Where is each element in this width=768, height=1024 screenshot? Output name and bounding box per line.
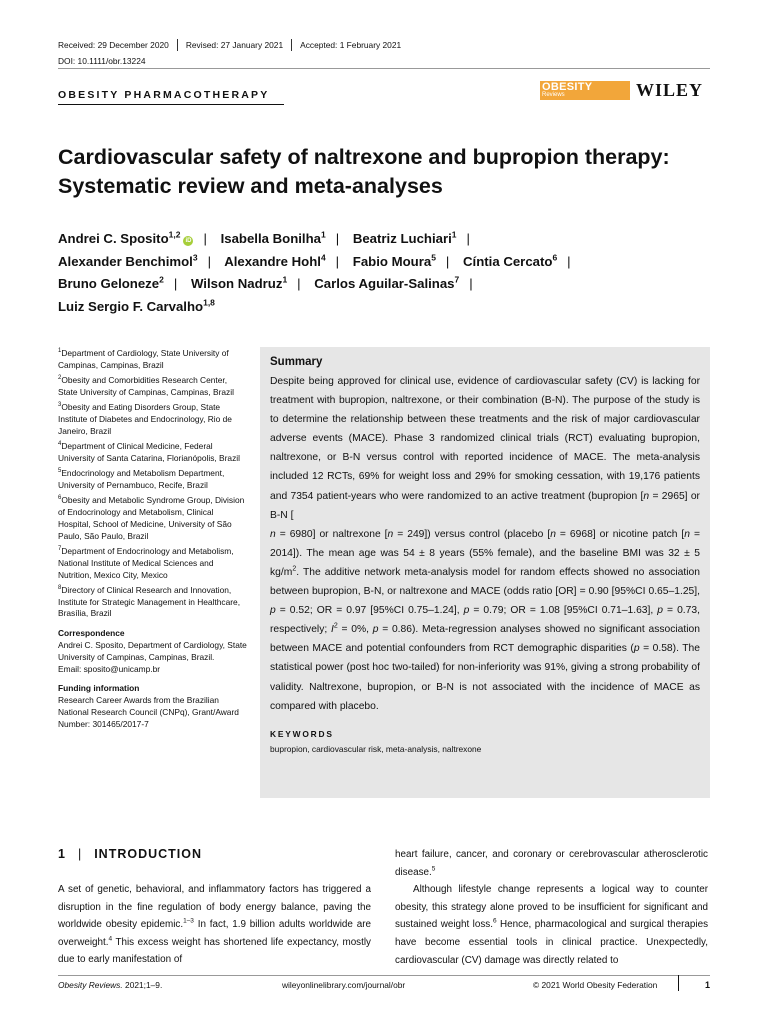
citation-ref[interactable]: 1–3 xyxy=(183,917,194,925)
paragraph: A set of genetic, behavioral, and inflammatory factors has triggered a disruption in the fine regulation of body energy balance, paving the worldwide obesity epidemic.$^{1-3}$ In fact, 1.9 billion adults worldwide are overweight.$^4$ This excess weight has shortened life expectancy, mostly due to early manifestation of xyxy=(58,884,371,966)
citation-ref[interactable]: 6 xyxy=(492,918,497,926)
affiliation: $^4$Department of Clinical Medicine, Federal University of Santa Catarina, Florianópolis, Brazil xyxy=(58,441,241,463)
section-label: OBESITY PHARMACOTHERAPY xyxy=(58,89,270,101)
orcid-icon[interactable]: iD xyxy=(185,238,192,244)
keywords: bupropion, cardiovascular risk, meta-analysis, naltrexone xyxy=(270,743,482,754)
funding-heading: Funding information xyxy=(58,683,140,694)
divider xyxy=(678,975,679,991)
author[interactable]: Andrei C. Sposito$^{1,2}$ xyxy=(58,229,181,246)
affiliations-sidebar xyxy=(58,348,248,731)
footer-rule xyxy=(58,975,710,976)
journal-url[interactable]: wileyonlinelibrary.com/journal/obr xyxy=(282,980,406,990)
article-title: Cardiovascular safety of naltrexone and bupropion therapy: Systematic review and meta-analyses xyxy=(58,145,670,198)
body-column-left xyxy=(58,881,371,969)
citation-ref[interactable]: 5 xyxy=(431,865,436,873)
affiliation: $^1$Department of Cardiology, State University of Campinas, Campinas, Brazil xyxy=(58,348,229,370)
publisher-logo: WILEY xyxy=(636,80,704,100)
paragraph: Although lifestyle change represents a logical way to counter obesity, this strategy alone proved to be insufficient for significant and sustained weight loss.$^6$ Hence, pharmacological and surgical therapies have become essential tools in clinical practice. Unexpectedly, cardiovascular (CV) damage was directly related to xyxy=(395,884,709,966)
correspondence-text: Andrei C. Sposito, Department of Cardiology, State University of Campinas, Campinas, Brazil. xyxy=(58,640,247,662)
journal-citation: Obesity Reviews. 2021;1–9. xyxy=(58,980,163,990)
author[interactable]: Isabella Bonilha$^1$ xyxy=(220,229,326,246)
journal-logo xyxy=(540,81,630,100)
citation-ref[interactable]: 4 xyxy=(108,935,113,943)
author[interactable]: Luiz Sergio F. Carvalho$^{1,8}$ xyxy=(58,297,215,314)
author[interactable]: Alexander Benchimol$^3$ xyxy=(58,252,198,269)
author[interactable]: Alexandre Hohl$^4$ xyxy=(224,252,326,269)
divider xyxy=(177,39,178,51)
paragraph: heart failure, cancer, and coronary or cerebrovascular atherosclerotic disease.$^5$ xyxy=(395,849,708,878)
author[interactable]: Wilson Nadruz$^1$ xyxy=(190,274,288,291)
body-column-right xyxy=(395,846,708,969)
section-heading: 1 | INTRODUCTION xyxy=(58,847,203,861)
journal-logo-subtitle: Reviews xyxy=(542,92,565,98)
article-dates xyxy=(58,39,401,51)
copyright: © 2021 World Obesity Federation xyxy=(533,980,658,990)
divider xyxy=(291,39,292,51)
affiliation: $^8$Directory of Clinical Research and Innovation, Institute for Strategic Management in Healthcare, Brasília, Brazil xyxy=(58,584,241,619)
author[interactable]: Bruno Geloneze$^2$ xyxy=(58,274,164,291)
doi[interactable]: DOI: 10.1111/obr.13224 xyxy=(58,56,146,66)
affiliation: $^5$Endocrinology and Metabolism Department, University of Pernambuco, Recife, Brazil xyxy=(58,468,225,490)
accepted-date: Accepted: 1 February 2021 xyxy=(300,40,402,50)
summary-box xyxy=(260,347,710,798)
affiliation: $^2$Obesity and Comorbidities Research Center, State University of Campinas, Campinas, Brazil xyxy=(58,375,234,397)
revised-date: Revised: 27 January 2021 xyxy=(185,40,284,50)
page-number: 1 xyxy=(704,980,710,990)
section-rule xyxy=(58,104,284,105)
affiliation: $^3$Obesity and Eating Disorders Group, State Institute of Diabetes and Endocrinology, Rio de Janeiro, Brazil xyxy=(58,402,232,436)
correspondence-email[interactable]: Email: sposito@unicamp.br xyxy=(58,663,161,674)
author[interactable]: Cíntia Cercato$^6$ xyxy=(463,252,558,269)
summary-heading: Summary xyxy=(270,356,323,368)
summary-text: Despite being approved for clinical use, evidence of cardiovascular safety (CV) is lacking for treatment with bupropion, naltrexone, or their combination (B-N). The purpose of the study is to determine the relationship between these treatments and the risk of major cardiovascular adverse events (MACE). Phase 3 randomized clinical trials (RCT) evaluating bupropion, naltrexone, or B-N versus control with reported incidence of MACE. The meta-analysis included 12 RCTs, 69% for weight loss and 29% for smoking cessation, with 19,176 patients and 7354 patient-years who were randomized to an active treatment (bupropion [n = 2965] or B-N [ n = 6980] or naltrexone [n = 249]) versus control (placebo [n = 6968] or nicotine patch [n = 2014]). The mean age was 54 ± 8 years (55% female), and the baseline BMI was 32 ± 5 $kg/m^2$. The additive network meta-analysis model for random effects showed no association between bupropion, B-N, or naltrexone and MACE (odds ratio [OR] = 0.90 [95%CI 0.65–1.25], p = 0.52; OR = 0.97 [95%CI 0.75–1.24], p = 0.79; OR = 1.08 [95%CI 0.71–1.63], p = 0.73, respectively; $I^2 = 0\%$, p = 0.86). Meta-regression analyses showed no significant association between MACE and potential confounders from RCT demographic disparities (p = 0.58). The statistical power (post hoc two-tailed) for non-inferiority was 91%, giving a strong probability of validity. Naltrexone, bupropion, or B-N is not associated with the incidence of MACE as compared with placebo. xyxy=(270,376,701,712)
journal-logo-title: OBESITY xyxy=(542,81,593,93)
author-list: Andrei C. Sposito$^{1,2}$iD | Isabella Bonilha$^1$ | Beatriz Luchiari$^1$ | Alexander Benchimol$^3$ | Alexandre Hohl$^4$ | Fabio Moura$^5$ | Cíntia Cercato$^6$ | Bruno Geloneze$^2$ | Wilson Nadruz$^1$ | Carlos Aguilar-Salinas$^7$ | Luiz Sergio F. Carvalho$^{1,8}$ xyxy=(58,229,571,314)
keywords-heading: KEYWORDS xyxy=(270,728,334,739)
affiliation: $^7$Department of Endocrinology and Metabolism, National Institute of Medical Sciences and Nutrition, Mexico City, Mexico xyxy=(58,545,234,580)
affiliation: $^6$Obesity and Metabolic Syndrome Group, Division of Endocrinology and Metabolism, Clinical Hospital, School of Medicine, University of São Paulo, São Paulo, Brazil xyxy=(58,495,245,541)
correspondence-heading: Correspondence xyxy=(58,628,125,639)
received-date: Received: 29 December 2020 xyxy=(58,40,169,50)
author[interactable]: Fabio Moura$^5$ xyxy=(352,252,436,269)
funding-text: Research Career Awards from the Brazilian National Research Council (CNPq), Grant/Award Number: 301465/2017-7 xyxy=(58,695,239,729)
author[interactable]: Carlos Aguilar-Salinas$^7$ xyxy=(314,274,460,291)
header-rule xyxy=(58,68,710,69)
author[interactable]: Beatriz Luchiari$^1$ xyxy=(352,229,457,246)
